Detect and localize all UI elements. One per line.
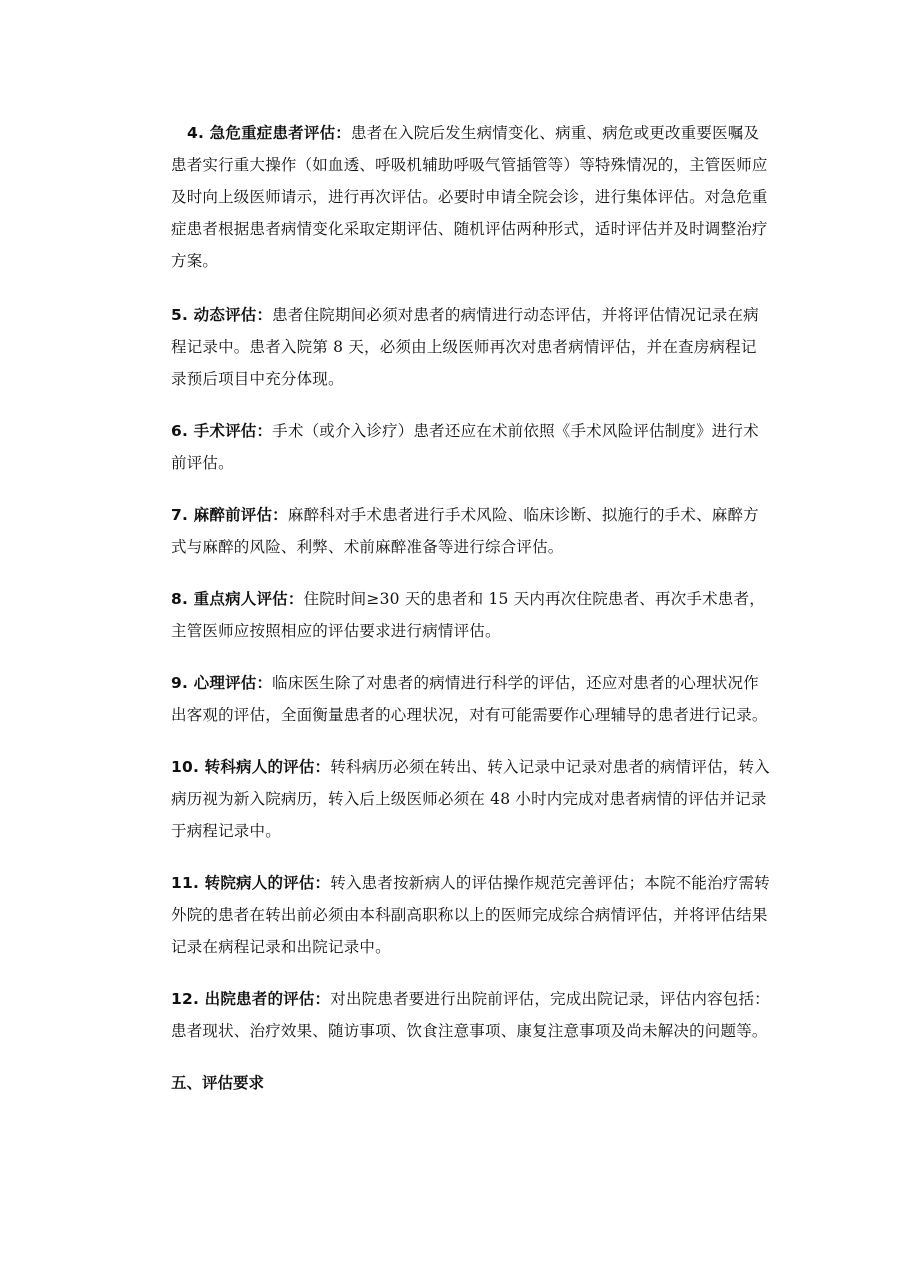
paragraph-lead: 8. 重点病人评估： (171, 590, 304, 608)
document-body (171, 117, 771, 1099)
paragraph-text: 患者在入院后发生病情变化、病重、病危或更改重要医嘱及患者实行重大操作（如血透、呼吸机辅助呼吸气管插管等）等特殊情况的，主管医师应及时向上级医师请示，进行再次评估。必要时申请全院会诊，进行集体评估。对急危重症患者根据患者病情变化采取定期评估、随机评估两种形式，适时评估并及时调整治疗方案。 (171, 124, 768, 270)
paragraph-text: 住院时间≥30 天的患者和 15 天内再次住院患者、再次手术患者，主管医师应按照相应的评估要求进行病情评估。 (171, 590, 765, 640)
paragraph-critical-patient-assessment (171, 117, 771, 277)
section-heading: 五、评估要求 (171, 1074, 265, 1092)
paragraph-lead: 4. 急危重症患者评估： (187, 124, 351, 142)
paragraph-text: 转科病历必须在转出、转入记录中记录对患者的病情评估，转入病历视为新入院病历，转入后上级医师必须在 48 小时内完成对患者病情的评估并记录于病程记录中。 (171, 758, 770, 840)
paragraph-key-patient-assessment (171, 583, 771, 647)
paragraph-text: 患者住院期间必须对患者的病情进行动态评估，并将评估情况记录在病程记录中。患者入院第 8 天，必须由上级医师再次对患者病情评估，并在查房病程记录预后项目中充分体现。 (171, 306, 759, 388)
paragraph-lead: 6. 手术评估： (171, 422, 273, 440)
paragraph-text: 临床医生除了对患者的病情进行科学的评估，还应对患者的心理状况作出客观的评估，全面衡量患者的心理状况，对有可能需要作心理辅导的患者进行记录。 (171, 674, 768, 724)
paragraph-text: 转入患者按新病人的评估操作规范完善评估；本院不能治疗需转外院的患者在转出前必须由本科副高职称以上的医师完成综合病情评估，并将评估结果记录在病程记录和出院记录中。 (171, 874, 770, 956)
paragraph-transfer-department-assessment (171, 751, 771, 847)
paragraph-lead: 5. 动态评估： (171, 306, 273, 324)
paragraph-text: 手术（或介入诊疗）患者还应在术前依照《手术风险评估制度》进行术前评估。 (171, 422, 759, 472)
paragraph-dynamic-assessment (171, 299, 771, 395)
paragraph-psychological-assessment (171, 667, 771, 731)
paragraph-text: 麻醉科对手术患者进行手术风险、临床诊断、拟施行的手术、麻醉方式与麻醉的风险、利弊、术前麻醉准备等进行综合评估。 (171, 506, 759, 556)
paragraph-lead: 9. 心理评估： (171, 674, 273, 692)
paragraph-lead: 12. 出院患者的评估： (171, 990, 331, 1008)
paragraph-pre-anesthesia-assessment (171, 499, 771, 563)
paragraph-transfer-hospital-assessment (171, 867, 771, 963)
paragraph-lead: 11. 转院病人的评估： (171, 874, 331, 892)
paragraph-lead: 7. 麻醉前评估： (171, 506, 288, 524)
paragraph-text: 对出院患者要进行出院前评估，完成出院记录，评估内容包括：患者现状、治疗效果、随访事项、饮食注意事项、康复注意事项及尚未解决的问题等。 (171, 990, 770, 1040)
paragraph-lead: 10. 转科病人的评估： (171, 758, 331, 776)
paragraph-surgery-assessment (171, 415, 771, 479)
paragraph-discharge-assessment (171, 983, 771, 1047)
